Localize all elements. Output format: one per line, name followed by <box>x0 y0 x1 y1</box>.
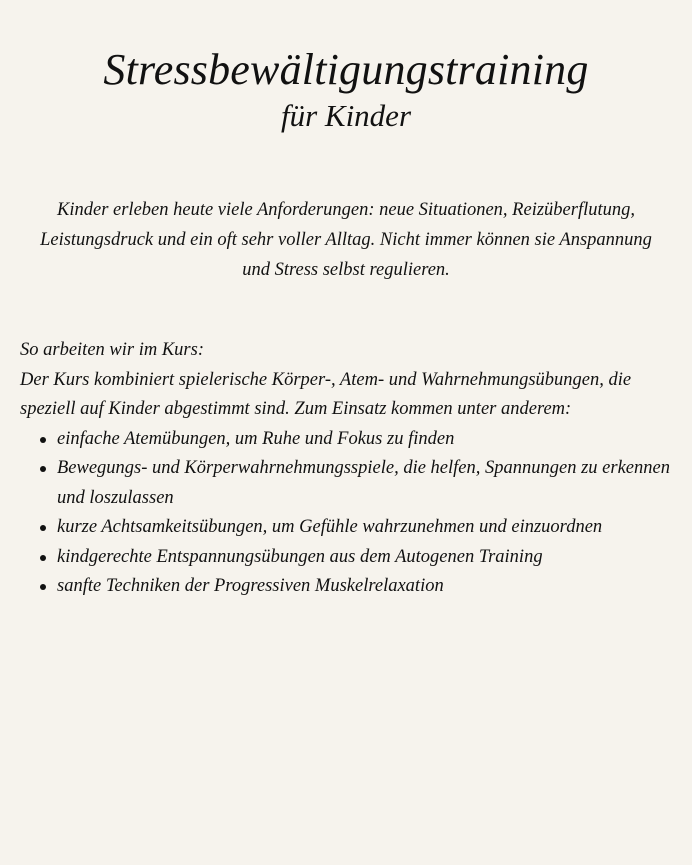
list-item-text: einfache Atemübungen, um Ruhe und Fokus zu finden <box>57 428 455 449</box>
exercise-list <box>20 425 688 602</box>
bullet-icon <box>40 437 46 443</box>
page-subtitle: für Kinder <box>280 98 412 133</box>
bullet-icon <box>40 466 46 472</box>
list-item-text: kurze Achtsamkeitsübungen, um Gefühle wahrzunehmen und einzuordnen <box>57 517 603 537</box>
list-item <box>57 513 688 543</box>
intro-paragraph: Kinder erleben heute viele Anforderungen: neue Situationen, Reizüberflutung, Leistungsdruck und ein oft sehr voller Alltag. Nicht immer können sie Anspannung und Stress selbst regulieren. <box>40 200 652 280</box>
bullet-icon <box>40 584 46 590</box>
list-item <box>57 572 688 602</box>
list-item-text: kindgerechte Entspannungsübungen aus dem Autogenen Training <box>57 546 543 567</box>
course-method-section <box>20 336 688 602</box>
page-title: Stressbewältigungstraining <box>103 45 589 94</box>
list-item-text: Bewegungs- und Körperwahrnehmungsspiele, die helfen, Spannungen zu erkennen und loszulassen <box>57 458 670 508</box>
list-item-text: sanfte Techniken der Progressiven Muskelrelaxation <box>57 576 444 596</box>
section-description: Der Kurs kombiniert spielerische Körper-, Atem- und Wahrnehmungsübungen, die speziell auf Kinder abgestimmt sind. Zum Einsatz kommen unter anderem: <box>20 369 632 419</box>
section-heading: So arbeiten wir im Kurs: <box>20 340 204 360</box>
list-item <box>57 454 688 513</box>
list-item <box>57 425 688 455</box>
bullet-icon <box>40 555 46 561</box>
list-item <box>57 543 688 573</box>
bullet-icon <box>40 525 46 531</box>
